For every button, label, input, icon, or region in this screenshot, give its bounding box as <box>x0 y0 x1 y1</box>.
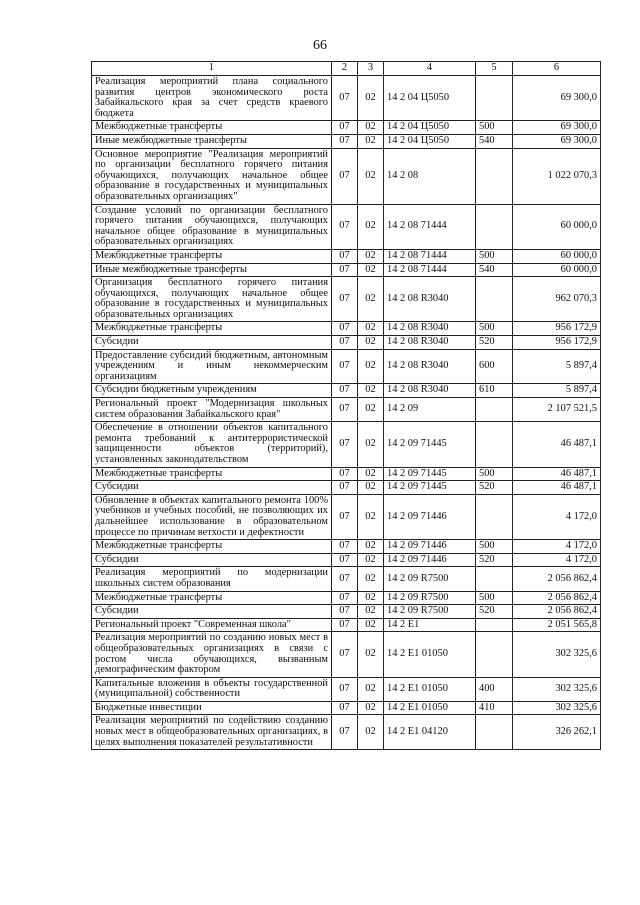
row-subsection: 02 <box>358 632 384 677</box>
row-amount: 60 000,0 <box>513 263 601 277</box>
row-section: 07 <box>332 540 358 554</box>
row-name: Иные межбюджетные трансферты <box>92 134 332 148</box>
row-amount: 60 000,0 <box>513 249 601 263</box>
column-header: 3 <box>358 62 384 76</box>
page-number: 66 <box>313 38 327 53</box>
row-subsection: 02 <box>358 148 384 204</box>
table-row <box>92 701 601 715</box>
row-subsection: 02 <box>358 467 384 481</box>
row-section: 07 <box>332 398 358 422</box>
budget-table <box>91 61 601 750</box>
row-amount: 326 262,1 <box>513 715 601 750</box>
table-row <box>92 632 601 677</box>
row-amount: 46 487,1 <box>513 481 601 495</box>
row-subsection: 02 <box>358 322 384 336</box>
row-name: Межбюджетные трансферты <box>92 322 332 336</box>
column-header: 1 <box>92 62 332 76</box>
row-expense-type <box>476 567 513 591</box>
table-header-row <box>92 62 601 76</box>
row-amount: 4 172,0 <box>513 494 601 539</box>
row-expense-type <box>476 148 513 204</box>
row-amount: 69 300,0 <box>513 121 601 135</box>
table-row <box>92 618 601 632</box>
row-name: Межбюджетные трансферты <box>92 249 332 263</box>
row-expense-type: 500 <box>476 540 513 554</box>
row-amount: 956 172,9 <box>513 322 601 336</box>
row-section: 07 <box>332 204 358 249</box>
row-name: Субсидии бюджетным учреждениям <box>92 384 332 398</box>
row-expense-type <box>476 277 513 322</box>
row-amount: 4 172,0 <box>513 553 601 567</box>
row-amount: 46 487,1 <box>513 467 601 481</box>
row-section: 07 <box>332 481 358 495</box>
table-row <box>92 76 601 121</box>
row-amount: 302 325,6 <box>513 701 601 715</box>
row-expense-type: 520 <box>476 605 513 619</box>
row-expense-type: 500 <box>476 591 513 605</box>
row-expense-type <box>476 632 513 677</box>
row-amount: 5 897,4 <box>513 349 601 384</box>
row-target-code: 14 2 E1 <box>384 618 476 632</box>
row-expense-type <box>476 398 513 422</box>
row-name: Предоставление субсидий бюджетным, автономным учреждениям и иным некоммерческим организациям <box>92 349 332 384</box>
row-section: 07 <box>332 494 358 539</box>
row-subsection: 02 <box>358 494 384 539</box>
row-expense-type <box>476 204 513 249</box>
row-name: Реализация мероприятий по созданию новых мест в общеобразовательных организациях в связи с ростом числа обучающихся, вызванным демографическим фактором <box>92 632 332 677</box>
row-expense-type <box>476 715 513 750</box>
table-row <box>92 121 601 135</box>
table-row <box>92 398 601 422</box>
row-amount: 5 897,4 <box>513 384 601 398</box>
row-target-code: 14 2 E1 01050 <box>384 677 476 701</box>
row-subsection: 02 <box>358 263 384 277</box>
table-row <box>92 715 601 750</box>
row-target-code: 14 2 08 R3040 <box>384 384 476 398</box>
row-amount: 2 056 862,4 <box>513 567 601 591</box>
row-amount: 956 172,9 <box>513 336 601 350</box>
table-row <box>92 263 601 277</box>
row-section: 07 <box>332 422 358 467</box>
row-amount: 4 172,0 <box>513 540 601 554</box>
row-subsection: 02 <box>358 422 384 467</box>
row-name: Обеспечение в отношении объектов капитального ремонта требований к антитеррористической защищенности объектов (территорий), установленных законодательством <box>92 422 332 467</box>
row-target-code: 14 2 09 71446 <box>384 494 476 539</box>
row-section: 07 <box>332 134 358 148</box>
row-target-code: 14 2 09 R7500 <box>384 605 476 619</box>
column-header: 6 <box>513 62 601 76</box>
row-subsection: 02 <box>358 134 384 148</box>
row-amount: 2 056 862,4 <box>513 605 601 619</box>
row-expense-type: 600 <box>476 349 513 384</box>
row-subsection: 02 <box>358 349 384 384</box>
row-name: Межбюджетные трансферты <box>92 467 332 481</box>
row-expense-type: 400 <box>476 677 513 701</box>
row-target-code: 14 2 08 71444 <box>384 204 476 249</box>
row-subsection: 02 <box>358 384 384 398</box>
row-target-code: 14 2 08 71444 <box>384 249 476 263</box>
row-expense-type: 540 <box>476 134 513 148</box>
row-name: Региональный проект "Модернизация школьных систем образования Забайкальского края" <box>92 398 332 422</box>
row-section: 07 <box>332 715 358 750</box>
table-row <box>92 249 601 263</box>
row-name: Обновление в объектах капитального ремонта 100% учебников и учебных пособий, не позволяющих их дальнейшее использование в образовательном процессе по причинам ветхости и дефектности <box>92 494 332 539</box>
table-row <box>92 322 601 336</box>
table-row <box>92 467 601 481</box>
row-section: 07 <box>332 249 358 263</box>
row-target-code: 14 2 09 71445 <box>384 467 476 481</box>
row-target-code: 14 2 09 R7500 <box>384 567 476 591</box>
row-section: 07 <box>332 632 358 677</box>
table-row <box>92 677 601 701</box>
table-row <box>92 481 601 495</box>
column-header: 5 <box>476 62 513 76</box>
row-target-code: 14 2 09 71446 <box>384 540 476 554</box>
row-expense-type: 500 <box>476 121 513 135</box>
row-section: 07 <box>332 605 358 619</box>
row-target-code: 14 2 E1 04120 <box>384 715 476 750</box>
row-target-code: 14 2 09 71445 <box>384 422 476 467</box>
table-row <box>92 553 601 567</box>
row-target-code: 14 2 08 R3040 <box>384 322 476 336</box>
row-subsection: 02 <box>358 277 384 322</box>
row-section: 07 <box>332 76 358 121</box>
row-amount: 69 300,0 <box>513 76 601 121</box>
table-row <box>92 422 601 467</box>
row-section: 07 <box>332 148 358 204</box>
row-target-code: 14 2 09 71446 <box>384 553 476 567</box>
row-name: Реализация мероприятий по модернизации школьных систем образования <box>92 567 332 591</box>
row-expense-type <box>476 618 513 632</box>
row-section: 07 <box>332 384 358 398</box>
table-row <box>92 540 601 554</box>
row-amount: 2 107 521,5 <box>513 398 601 422</box>
row-section: 07 <box>332 336 358 350</box>
row-subsection: 02 <box>358 605 384 619</box>
row-target-code: 14 2 04 Ц5050 <box>384 134 476 148</box>
row-name: Межбюджетные трансферты <box>92 121 332 135</box>
row-expense-type <box>476 494 513 539</box>
row-expense-type: 500 <box>476 467 513 481</box>
row-target-code: 14 2 09 <box>384 398 476 422</box>
row-subsection: 02 <box>358 553 384 567</box>
row-section: 07 <box>332 121 358 135</box>
row-subsection: 02 <box>358 121 384 135</box>
row-name: Капитальные вложения в объекты государственной (муниципальной) собственности <box>92 677 332 701</box>
row-subsection: 02 <box>358 249 384 263</box>
row-subsection: 02 <box>358 204 384 249</box>
row-amount: 69 300,0 <box>513 134 601 148</box>
table-row <box>92 148 601 204</box>
row-expense-type: 520 <box>476 481 513 495</box>
row-expense-type: 500 <box>476 322 513 336</box>
table-row <box>92 277 601 322</box>
row-amount: 1 022 070,3 <box>513 148 601 204</box>
row-section: 07 <box>332 553 358 567</box>
row-amount: 2 051 565,8 <box>513 618 601 632</box>
row-name: Создание условий по организации бесплатного горячего питания обучающихся, получающих начальное общее образование в муниципальных образовательных организациях <box>92 204 332 249</box>
row-subsection: 02 <box>358 715 384 750</box>
row-name: Субсидии <box>92 605 332 619</box>
row-name: Субсидии <box>92 336 332 350</box>
row-subsection: 02 <box>358 336 384 350</box>
row-expense-type: 500 <box>476 249 513 263</box>
row-subsection: 02 <box>358 567 384 591</box>
row-target-code: 14 2 04 Ц5050 <box>384 76 476 121</box>
row-target-code: 14 2 08 R3040 <box>384 336 476 350</box>
row-section: 07 <box>332 567 358 591</box>
row-subsection: 02 <box>358 677 384 701</box>
row-section: 07 <box>332 701 358 715</box>
row-name: Реализация мероприятий по содействию созданию новых мест в общеобразовательных организациях, в целях выполнения показателей результативности <box>92 715 332 750</box>
table-row <box>92 591 601 605</box>
row-expense-type: 540 <box>476 263 513 277</box>
row-amount: 60 000,0 <box>513 204 601 249</box>
row-section: 07 <box>332 277 358 322</box>
row-expense-type <box>476 76 513 121</box>
row-target-code: 14 2 09 71445 <box>384 481 476 495</box>
row-subsection: 02 <box>358 591 384 605</box>
row-subsection: 02 <box>358 701 384 715</box>
row-name: Реализация мероприятий плана социального развития центров экономического роста Забайкальского края за счет средств краевого бюджета <box>92 76 332 121</box>
row-name: Межбюджетные трансферты <box>92 540 332 554</box>
row-name: Межбюджетные трансферты <box>92 591 332 605</box>
table-row <box>92 349 601 384</box>
table-row <box>92 494 601 539</box>
row-expense-type: 610 <box>476 384 513 398</box>
column-header: 2 <box>332 62 358 76</box>
row-section: 07 <box>332 467 358 481</box>
row-section: 07 <box>332 263 358 277</box>
row-section: 07 <box>332 677 358 701</box>
table-row <box>92 204 601 249</box>
row-amount: 302 325,6 <box>513 632 601 677</box>
row-amount: 962 070,3 <box>513 277 601 322</box>
row-expense-type: 520 <box>476 553 513 567</box>
column-header: 4 <box>384 62 476 76</box>
row-name: Иные межбюджетные трансферты <box>92 263 332 277</box>
row-amount: 46 487,1 <box>513 422 601 467</box>
table-row <box>92 134 601 148</box>
row-subsection: 02 <box>358 540 384 554</box>
row-expense-type <box>476 422 513 467</box>
row-name: Субсидии <box>92 553 332 567</box>
row-section: 07 <box>332 618 358 632</box>
table-row <box>92 605 601 619</box>
row-name: Организация бесплатного горячего питания обучающихся, получающих начальное общее образование в государственных и муниципальных образовательных организациях <box>92 277 332 322</box>
row-section: 07 <box>332 591 358 605</box>
row-name: Региональный проект "Современная школа" <box>92 618 332 632</box>
row-subsection: 02 <box>358 398 384 422</box>
row-amount: 2 056 862,4 <box>513 591 601 605</box>
row-target-code: 14 2 08 R3040 <box>384 349 476 384</box>
row-section: 07 <box>332 349 358 384</box>
row-target-code: 14 2 08 R3040 <box>384 277 476 322</box>
table-row <box>92 336 601 350</box>
row-target-code: 14 2 04 Ц5050 <box>384 121 476 135</box>
row-amount: 302 325,6 <box>513 677 601 701</box>
row-target-code: 14 2 09 R7500 <box>384 591 476 605</box>
row-subsection: 02 <box>358 618 384 632</box>
row-name: Основное мероприятие "Реализация мероприятий по организации бесплатного горячего питания обучающихся, получающих начальное общее образование в государственных и муниципальных образовательных организациях" <box>92 148 332 204</box>
row-target-code: 14 2 08 71444 <box>384 263 476 277</box>
row-target-code: 14 2 E1 01050 <box>384 632 476 677</box>
row-expense-type: 410 <box>476 701 513 715</box>
row-name: Субсидии <box>92 481 332 495</box>
table-row <box>92 384 601 398</box>
row-subsection: 02 <box>358 481 384 495</box>
row-name: Бюджетные инвестиции <box>92 701 332 715</box>
row-expense-type: 520 <box>476 336 513 350</box>
row-subsection: 02 <box>358 76 384 121</box>
row-target-code: 14 2 E1 01050 <box>384 701 476 715</box>
row-target-code: 14 2 08 <box>384 148 476 204</box>
row-section: 07 <box>332 322 358 336</box>
table-row <box>92 567 601 591</box>
